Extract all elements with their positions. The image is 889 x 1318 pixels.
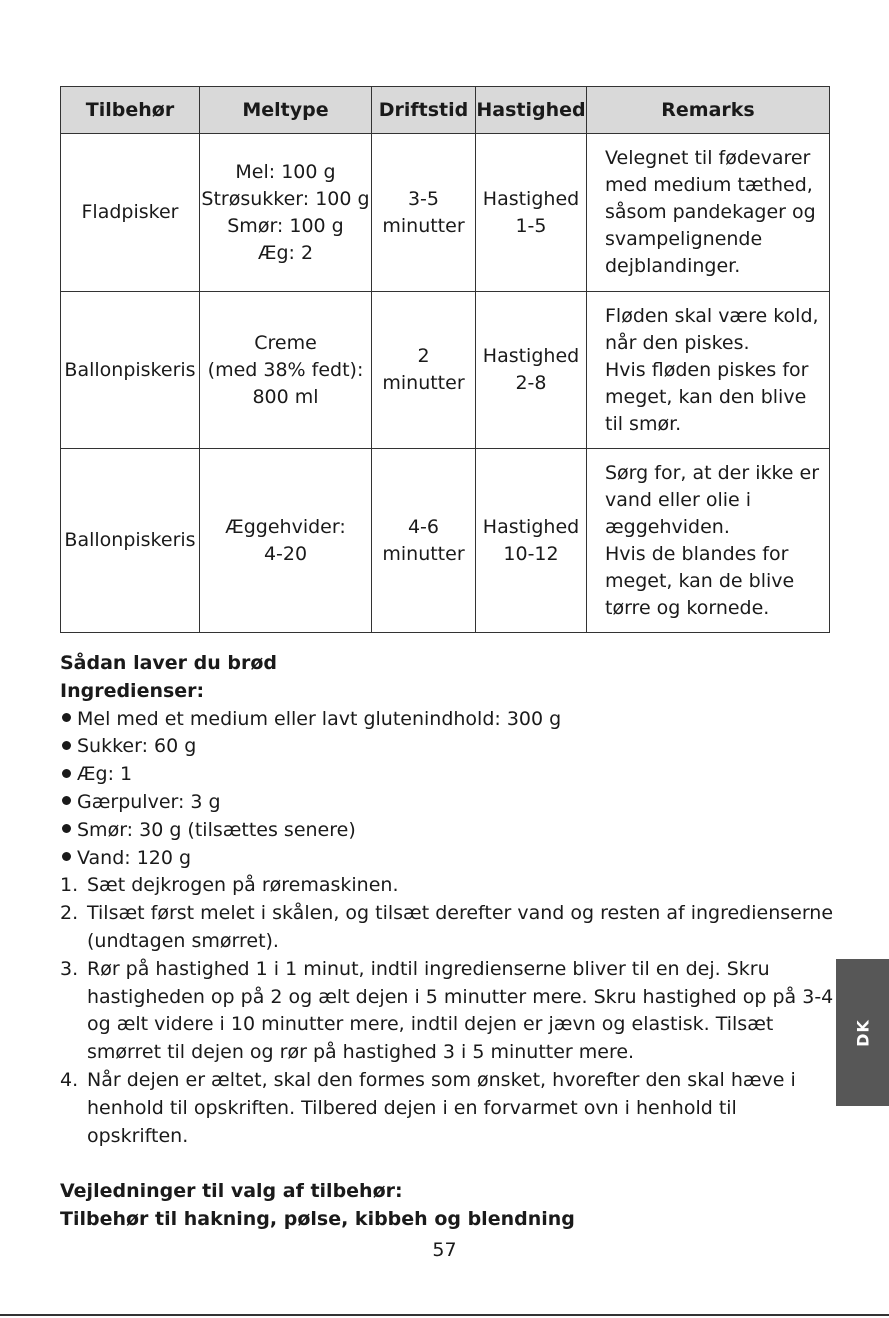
bread-section — [60, 650, 835, 1234]
header-remarks: Remarks — [587, 87, 830, 134]
language-tab — [836, 959, 889, 1106]
table-header-row — [61, 87, 830, 134]
cell-speed: Hastighed 10-12 — [476, 449, 587, 633]
cell-speed: Hastighed 1-5 — [476, 134, 587, 292]
cell-tool: Fladpisker — [61, 134, 200, 292]
bullet-icon — [62, 741, 71, 750]
list-item: Gærpulver: 3 g — [60, 789, 835, 817]
header-accessory: Tilbehør — [61, 87, 200, 134]
table-row — [61, 134, 830, 292]
table-row — [61, 292, 830, 449]
cell-speed: Hastighed 2-8 — [476, 292, 587, 449]
list-item: Smør: 30 g (tilsættes senere) — [60, 817, 835, 845]
cell-time: 3-5 minutter — [372, 134, 476, 292]
guide-subtitle: Tilbehør til hakning, pølse, kibbeh og blendning — [60, 1207, 575, 1230]
header-flour-type: Meltype — [200, 87, 372, 134]
language-tab-label: DK — [853, 1018, 872, 1047]
cell-remarks: Velegnet til fødevarer med medium tæthed, såsom pandekager og svampelignende dejblandinger. — [587, 134, 830, 292]
list-item: Vand: 120 g — [60, 845, 835, 873]
cell-time: 2 minutter — [372, 292, 476, 449]
page-number: 57 — [432, 1239, 457, 1261]
cell-flour: Creme (med 38% fedt): 800 ml — [200, 292, 372, 449]
cell-tool: Ballonpiskeris — [61, 292, 200, 449]
table-row — [61, 449, 830, 633]
bottom-divider — [0, 1314, 889, 1316]
bread-title: Sådan laver du brød — [60, 652, 278, 674]
ingredients-heading: Ingredienser: — [60, 679, 205, 702]
list-item: Æg: 1 — [60, 761, 835, 789]
guide-title: Vejledninger til valg af tilbehør: — [60, 1180, 403, 1203]
cell-remarks: Sørg for, at der ikke er vand eller olie i æggehviden. Hvis de blandes for meget, kan de blive tørre og kornede. — [587, 449, 830, 633]
bullet-icon — [62, 713, 71, 722]
cell-flour: Mel: 100 g Strøsukker: 100 g Smør: 100 g Æg: 2 — [200, 134, 372, 292]
header-speed: Hastighed — [476, 87, 587, 134]
accessory-table — [60, 86, 830, 633]
list-item: Sukker: 60 g — [60, 733, 835, 761]
cell-tool: Ballonpiskeris — [61, 449, 200, 633]
bullet-icon — [62, 852, 71, 861]
step-item: 1. Sæt dejkrogen på røremaskinen. — [60, 874, 399, 897]
bullet-icon — [62, 824, 71, 833]
list-item: Mel med et medium eller lavt glutenindhold: 300 g — [60, 706, 835, 734]
cell-flour: Æggehvider: 4-20 — [200, 449, 372, 633]
bullet-icon — [62, 796, 71, 805]
header-run-time: Driftstid — [372, 87, 476, 134]
cell-remarks: Fløden skal være kold, når den piskes. Hvis fløden piskes for meget, kan den blive til smør. — [587, 292, 830, 449]
step-item: 4. Når dejen er æltet, skal den formes som ønsket, hvorefter den skal hæve i henhold til opskriften. Tilbered dejen i en forvarmet ovn i henhold til opskriften. — [60, 1068, 796, 1147]
step-item: 3. Rør på hastighed 1 i 1 minut, indtil ingredienserne bliver til en dej. Skru hastigheden op på 2 og ælt dejen i 5 minutter mere. Skru hastighed op på 3-4 og ælt videre i 10 minutter mere, indtil dejen er jævn og elastisk. Tilsæt smørret til dejen og rør på hastighed 3 i 5 minutter mere. — [60, 957, 834, 1064]
cell-time: 4-6 minutter — [372, 449, 476, 633]
step-item: 2. Tilsæt først melet i skålen, og tilsæt derefter vand og resten af ingredienserne (undtagen smørret). — [60, 902, 834, 952]
bullet-icon — [62, 769, 71, 778]
